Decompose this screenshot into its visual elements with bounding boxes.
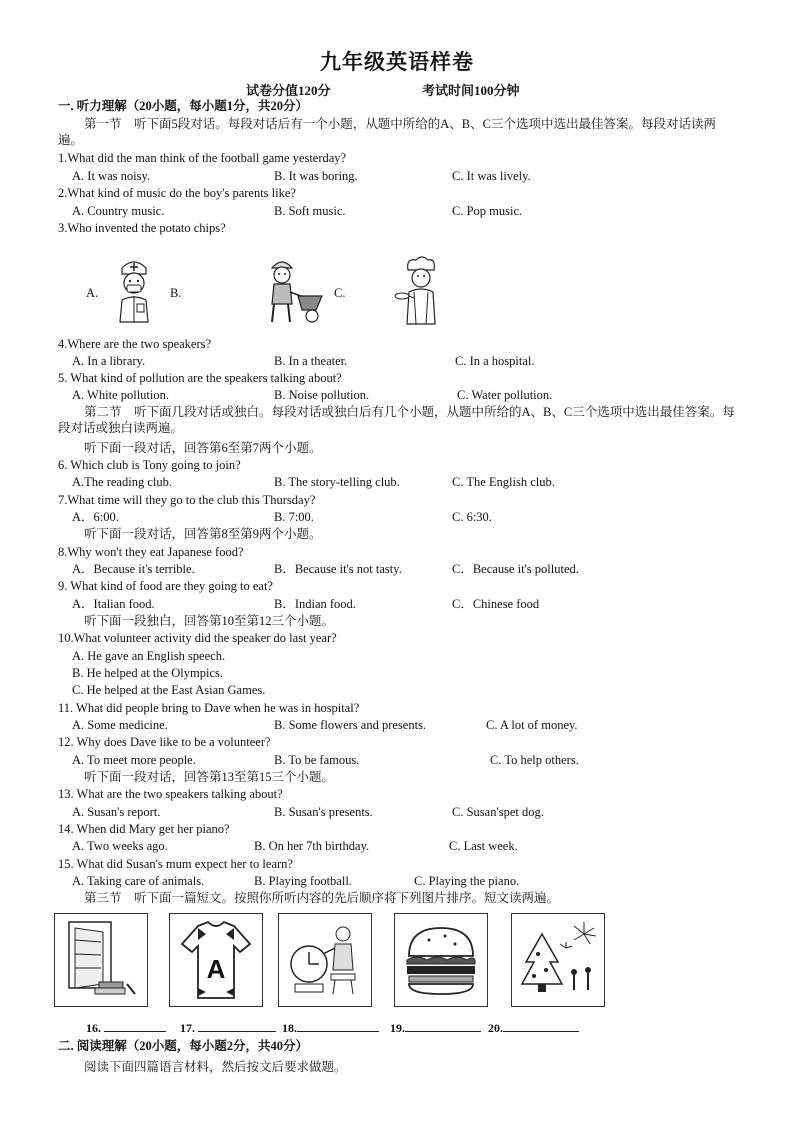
q6-option-a: A.The reading club.: [72, 475, 172, 489]
q8-option-a: A．Because it's terrible.: [72, 562, 195, 576]
question-6: 6. Which club is Tony going to join?: [58, 458, 241, 472]
question-2: 2.What kind of music do the boy's parents like?: [58, 186, 296, 200]
page-title: 九年级英语样卷: [320, 50, 474, 74]
q6-option-b: B. The story-telling club.: [274, 475, 400, 489]
q11-option-a: A. Some medicine.: [72, 718, 168, 732]
q1-option-b: B. It was boring.: [274, 169, 358, 183]
question-3: 3.Who invented the potato chips?: [58, 221, 226, 235]
q8-option-c: C．Because it's polluted.: [452, 562, 579, 576]
q13-option-b: B. Susan's presents.: [274, 805, 373, 819]
nurse-picture: [110, 256, 158, 326]
q4-option-c: C. In a hospital.: [455, 354, 535, 368]
q6-option-c: C. The English club.: [452, 475, 555, 489]
answer-blank-19[interactable]: 19.: [390, 1020, 481, 1036]
q5-option-c: C. Water pollution.: [457, 388, 553, 402]
note-10-12: 听下面一段独白，回答第10至第12三个小题。: [84, 614, 335, 628]
picture-box-clock: [278, 913, 372, 1007]
chef-picture: [394, 254, 446, 328]
picture-box-door: [54, 913, 148, 1007]
part1-instruction: 第一节 听下面5段对话。每段对话后有一个小题，从题中所给的A、B、C三个选项中选出最佳答案。每段对话读两遍。: [58, 117, 716, 147]
note-8-9: 听下面一段对话，回答第8至第9两个小题。: [84, 527, 322, 541]
question-4: 4.Where are the two speakers?: [58, 337, 212, 351]
answer-blank-20[interactable]: 20.: [488, 1020, 579, 1036]
worker-picture: [262, 254, 326, 326]
q10-option-c: C. He helped at the East Asian Games.: [72, 683, 266, 697]
shirt-letter: A: [206, 954, 226, 984]
picture-box-hamburger: [394, 913, 488, 1007]
q2-option-c: C. Pop music.: [452, 204, 523, 218]
q1-option-a: A. It was noisy.: [72, 169, 151, 183]
q8-option-b: B．Because it's not tasty.: [274, 562, 402, 576]
q9-option-a: A．Italian food.: [72, 597, 155, 611]
q13-option-c: C. Susan'spet dog.: [452, 805, 544, 819]
clock-icon: [279, 914, 371, 1006]
q7-option-c: C. 6:30.: [452, 510, 492, 524]
q4-option-b: B. In a theater.: [274, 354, 348, 368]
picture-box-tree: [511, 913, 605, 1007]
q3-option-a: A.: [86, 286, 99, 300]
q1-option-c: C. It was lively.: [452, 169, 531, 183]
q14-option-a: A. Two weeks ago.: [72, 839, 168, 853]
q7-option-b: B. 7:00.: [274, 510, 314, 524]
part3-instruction: 第三节 听下面一篇短文。按照你所听内容的先后顺序将下列图片排序。短文读两遍。: [84, 891, 560, 905]
q7-option-a: A．6:00.: [72, 510, 119, 524]
tshirt-icon: [170, 914, 262, 1006]
answer-blank-17[interactable]: 17.: [180, 1020, 276, 1036]
q5-option-a: A. White pollution.: [72, 388, 169, 402]
q3-option-b: B.: [170, 286, 182, 300]
question-13: 13. What are the two speakers talking about?: [58, 787, 283, 801]
question-5: 5. What kind of pollution are the speakers talking about?: [58, 371, 342, 385]
note-13-15: 听下面一段对话，回答第13至第15三个小题。: [84, 770, 335, 784]
question-14: 14. When did Mary get her piano?: [58, 822, 230, 836]
q10-option-a: A. He gave an English speech.: [72, 649, 226, 663]
door-icon: [55, 914, 147, 1006]
q4-option-a: A. In a library.: [72, 354, 146, 368]
q15-option-c: C. Playing the piano.: [414, 874, 520, 888]
picture-box-shirt: [169, 913, 263, 1007]
section2-heading: 二. 阅读理解（20小题，每小题2分，共40分）: [58, 1039, 309, 1053]
q12-option-a: A. To meet more people.: [72, 753, 196, 767]
question-10: 10.What volunteer activity did the speaker do last year?: [58, 631, 337, 645]
q12-option-b: B. To be famous.: [274, 753, 360, 767]
q5-option-b: B. Noise pollution.: [274, 388, 370, 402]
question-1: 1.What did the man think of the football game yesterday?: [58, 151, 347, 165]
q11-option-c: C. A lot of money.: [486, 718, 578, 732]
q2-option-b: B. Soft music.: [274, 204, 346, 218]
section2-intro: 阅读下面四篇语言材料，然后按文后要求做题。: [84, 1060, 347, 1074]
q13-option-a: A. Susan's report.: [72, 805, 161, 819]
christmas-tree-icon: [512, 914, 604, 1006]
q15-option-b: B. Playing football.: [254, 874, 352, 888]
section1-heading: 一. 听力理解（20小题，每小题1分，共20分）: [58, 99, 309, 113]
q11-option-b: B. Some flowers and presents.: [274, 718, 427, 732]
question-12: 12. Why does Dave like to be a volunteer?: [58, 735, 271, 749]
q15-option-a: A. Taking care of animals.: [72, 874, 205, 888]
q9-option-c: C．Chinese food: [452, 597, 540, 611]
q3-option-c: C.: [334, 286, 346, 300]
score-info: 试卷分值120分: [246, 83, 331, 98]
part2-instruction: 第二节 听下面几段对话或独白。每段对话或独白后有几个小题，从题中所给的A、B、C三个选项中选出最佳答案。每段对话或独白读两遍。: [58, 405, 735, 435]
question-7: 7.What time will they go to the club this Thursday?: [58, 493, 316, 507]
question-8: 8.Why won't they eat Japanese food?: [58, 545, 244, 559]
note-6-7: 听下面一段对话，回答第6至第7两个小题。: [84, 441, 322, 455]
hamburger-icon: [395, 914, 487, 1006]
answer-blank-16[interactable]: 16.: [86, 1020, 166, 1036]
time-info: 考试时间100分钟: [422, 83, 520, 98]
q12-option-c: C. To help others.: [490, 753, 579, 767]
q14-option-b: B. On her 7th birthday.: [254, 839, 370, 853]
q14-option-c: C. Last week.: [449, 839, 518, 853]
q9-option-b: B．Indian food.: [274, 597, 356, 611]
question-11: 11. What did people bring to Dave when he was in hospital?: [58, 701, 360, 715]
question-15: 15. What did Susan's mum expect her to learn?: [58, 857, 293, 871]
q10-option-b: B. He helped at the Olympics.: [72, 666, 224, 680]
question-9: 9. What kind of food are they going to eat?: [58, 579, 273, 593]
q2-option-a: A. Country music.: [72, 204, 165, 218]
answer-blank-18[interactable]: 18.: [282, 1020, 379, 1036]
